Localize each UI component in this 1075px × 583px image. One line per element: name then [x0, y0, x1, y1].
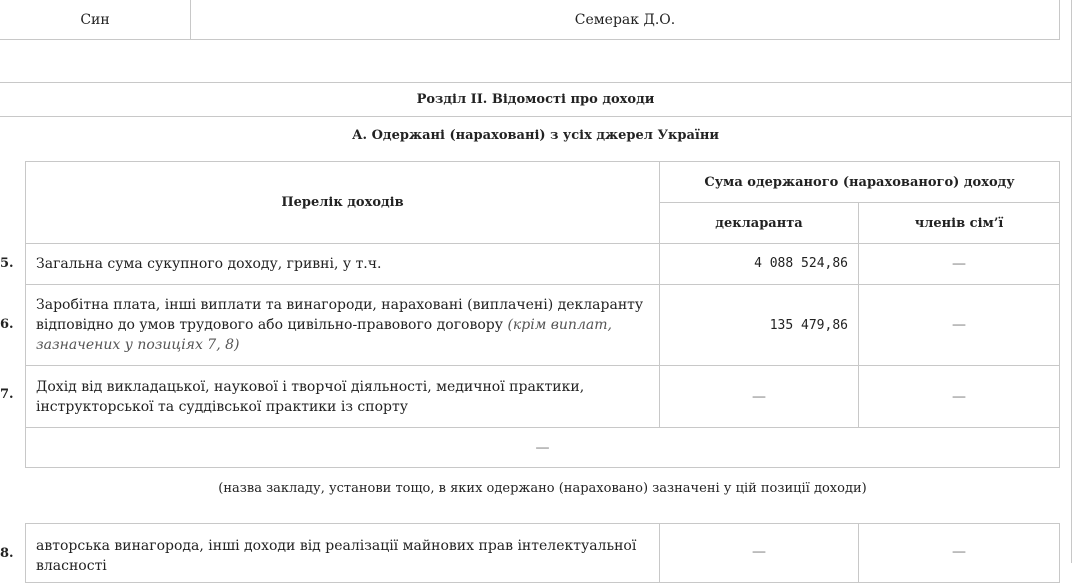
row-number: 7.: [0, 387, 14, 402]
institution-value-cell: [25, 427, 1060, 468]
row-number: 6.: [0, 317, 14, 332]
section-subtitle-cell: [0, 117, 1071, 153]
family-name: Семерак Д.О.: [574, 11, 676, 28]
section-title: Розділ II. Відомості про доходи: [416, 92, 655, 107]
institution-caption: (назва закладу, установи тощо, в яких одержано (нараховано) зазначені у цій позиції доходи): [218, 481, 867, 496]
row-family-value: —: [858, 243, 1060, 285]
row-family-value: —: [858, 284, 1060, 366]
institution-value: —: [535, 439, 550, 456]
row-declarant-value: 4 088 524,86: [659, 243, 859, 285]
family-relation-cell: [0, 0, 191, 40]
row-declarant-value: 135 479,86: [659, 284, 859, 366]
row-declarant-value: —: [659, 523, 859, 583]
section-title-cell: [0, 82, 1072, 117]
col-family: членів сім’ї: [858, 202, 1060, 244]
row-number: 5.: [0, 256, 14, 271]
row-declarant-value: —: [659, 365, 859, 428]
row-desc: Дохід від викладацької, наукової і творчої діяльності, медичної практики, інструкторської та суддівської практики із спорту: [25, 365, 660, 428]
family-relation: Син: [80, 11, 110, 28]
col-sum: Сума одержаного (нарахованого) доходу: [659, 161, 1060, 203]
row-desc: Заробітна плата, інші виплати та винагороди, нараховані (виплачені) декларанту відповідно до умов трудового або цивільно-правового договору (крім виплат, зазначених у позиціях 7, 8): [25, 284, 660, 366]
col-declarant: декларанта: [659, 202, 859, 244]
section-subtitle: А. Одержані (нараховані) з усіх джерел України: [351, 127, 720, 143]
family-name-cell: [190, 0, 1060, 40]
row-desc: авторська винагорода, інші доходи від реалізації майнових прав інтелектуальної власності: [25, 523, 660, 583]
row-number: 8.: [0, 546, 14, 561]
row-family-value: —: [858, 523, 1060, 583]
row-desc-note: (крім виплат, зазначених у позиціях 7, 8): [36, 317, 612, 353]
row-desc: Загальна сума сукупного доходу, гривні, у т.ч.: [25, 243, 660, 285]
row-family-value: —: [858, 365, 1060, 428]
col-income-list: Перелік доходів: [25, 161, 660, 244]
